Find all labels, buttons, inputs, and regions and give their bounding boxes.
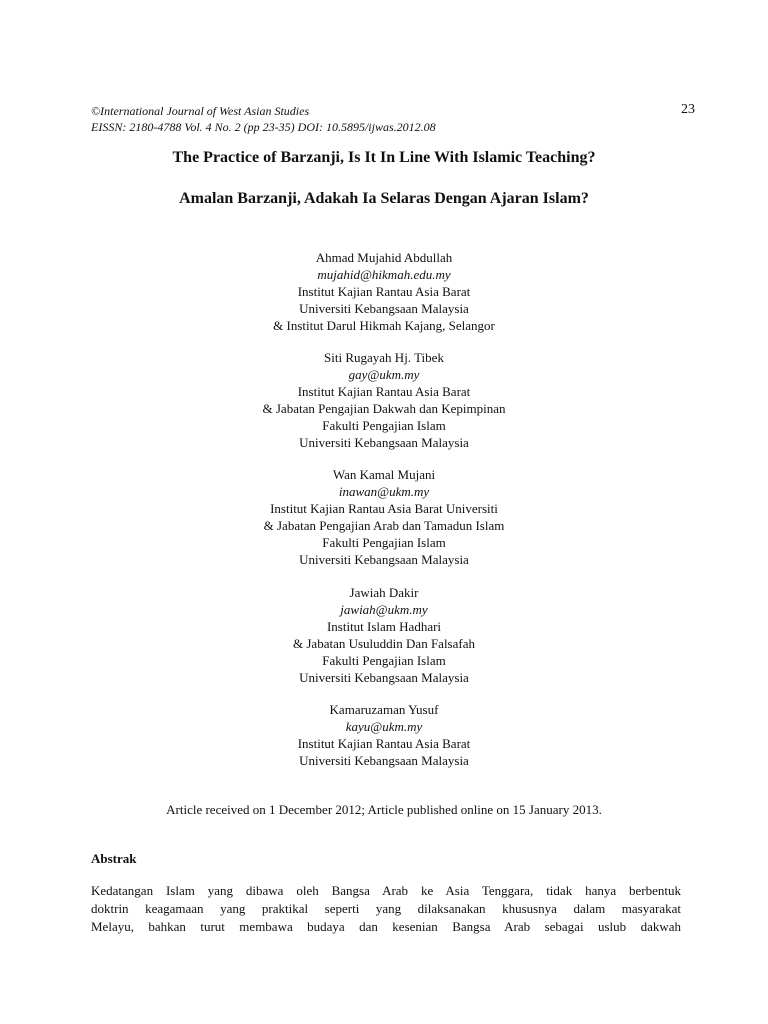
- author-affiliation: Institut Kajian Rantau Asia Barat: [297, 284, 471, 299]
- author-affiliation: Institut Kajian Rantau Asia Barat: [297, 384, 471, 399]
- abstract-heading: Abstrak: [91, 851, 137, 866]
- author-affiliation: & Jabatan Usuluddin Dan Falsafah: [293, 636, 475, 651]
- author-affiliation: Universiti Kebangsaan Malaysia: [299, 670, 469, 685]
- author-affiliation: Institut Kajian Rantau Asia Barat Universiti: [270, 501, 498, 516]
- author-affiliation: Universiti Kebangsaan Malaysia: [299, 753, 469, 768]
- title-english: The Practice of Barzanji, Is It In Line With Islamic Teaching?: [172, 149, 596, 166]
- page-number: 23: [681, 102, 695, 117]
- issn-doi-line: EISSN: 2180-4788 Vol. 4 No. 2 (pp 23-35) DOI: 10.5895/ijwas.2012.08: [91, 120, 436, 134]
- author-email[interactable]: inawan@ukm.my: [338, 484, 430, 499]
- abstract-line: Kedatangan Islam yang dibawa oleh Bangsa Arab ke Asia Tenggara, tidak hanya berbentuk: [91, 883, 681, 898]
- author-name: Ahmad Mujahid Abdullah: [315, 250, 453, 265]
- author-affiliation: & Jabatan Pengajian Arab dan Tamadun Islam: [263, 518, 505, 533]
- abstract-line: doktrin keagamaan yang praktikal seperti yang dilaksanakan khususnya dalam masyarakat: [91, 901, 681, 916]
- author-name: Jawiah Dakir: [349, 585, 419, 600]
- author-email[interactable]: mujahid@hikmah.edu.my: [317, 267, 451, 282]
- author-affiliation: Universiti Kebangsaan Malaysia: [299, 435, 469, 450]
- journal-header: [91, 103, 436, 135]
- author-block: [0, 584, 768, 686]
- author-block: [0, 701, 768, 769]
- abstract-line: Melayu, bahkan turut membawa budaya dan kesenian Bangsa Arab sebagai uslub dakwah: [91, 919, 681, 934]
- author-block: [0, 466, 768, 568]
- author-email[interactable]: jawiah@ukm.my: [340, 602, 428, 617]
- title-malay: Amalan Barzanji, Adakah Ia Selaras Dengan Ajaran Islam?: [179, 190, 589, 207]
- author-email[interactable]: kayu@ukm.my: [345, 719, 423, 734]
- abstract-body: [91, 882, 681, 936]
- author-name: Wan Kamal Mujani: [332, 467, 436, 482]
- author-name: Siti Rugayah Hj. Tibek: [324, 350, 444, 365]
- author-block: [0, 249, 768, 334]
- author-affiliation: Universiti Kebangsaan Malaysia: [299, 552, 469, 567]
- author-affiliation: Universiti Kebangsaan Malaysia: [299, 301, 469, 316]
- author-affiliation: Institut Islam Hadhari: [326, 619, 442, 634]
- article-dates: Article received on 1 December 2012; Article published online on 15 January 2013.: [166, 802, 602, 817]
- author-affiliation: Fakulti Pengajian Islam: [322, 653, 446, 668]
- author-affiliation: Fakulti Pengajian Islam: [322, 535, 446, 550]
- author-affiliation: Fakulti Pengajian Islam: [322, 418, 446, 433]
- author-name: Kamaruzaman Yusuf: [329, 702, 439, 717]
- author-affiliation: & Institut Darul Hikmah Kajang, Selangor: [273, 318, 495, 333]
- journal-name: ©International Journal of West Asian Studies: [91, 104, 310, 118]
- author-affiliation: & Jabatan Pengajian Dakwah dan Kepimpinan: [262, 401, 506, 416]
- author-affiliation: Institut Kajian Rantau Asia Barat: [297, 736, 471, 751]
- author-email[interactable]: gay@ukm.my: [348, 367, 420, 382]
- author-block: [0, 349, 768, 451]
